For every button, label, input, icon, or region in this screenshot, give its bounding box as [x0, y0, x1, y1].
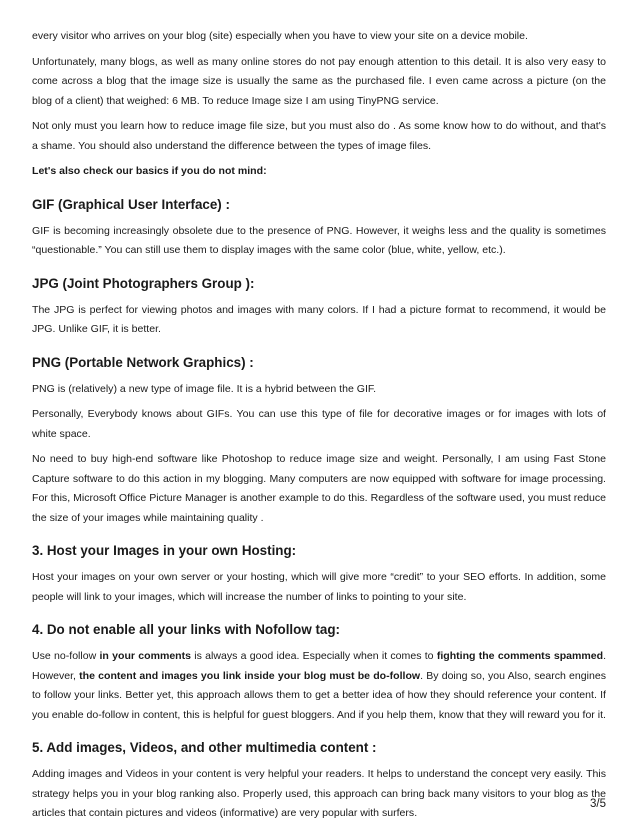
paragraph-blog-image-size: Unfortunately, many blogs, as well as many online stores do not pay enough attention to this detail. It is also very easy to come across a blog that the image size is usually the same as the purchased file. I even came across a picture (on the blog of a client) that weighed: 6 MB. To reduce Image size I am using TinyPNG service. — [32, 55, 606, 107]
heading-host-images: 3. Host your Images in your own Hosting: — [32, 543, 297, 558]
paragraph-intro-continuation: every visitor who arrives on your blog (site) especially when you have to view your site on a device mobile. — [32, 30, 528, 42]
text-run: . By doing so, you Also, search engines to follow your links. Better yet, this approach allows them to get a better idea of how they should reference your content. If you enable do-follow in content, this is helpful for guest bloggers. And if you help them, know that they will reward you for it. — [32, 669, 606, 721]
paragraph-png-1: PNG is (relatively) a new type of image file. It is a hybrid between the GIF. — [32, 382, 377, 395]
text-run: is always a good idea. Especially when it comes to — [191, 650, 437, 662]
paragraph-jpg: The JPG is perfect for viewing photos and images with many colors. If I had a picture format to recommend, it would be JPG. Unlike GIF, it is better. — [32, 303, 606, 335]
page-number: 3/5 — [590, 798, 606, 810]
text-run: . However, — [32, 650, 607, 682]
text-run: Use no-follow — [32, 650, 100, 662]
heading-nofollow: 4. Do not enable all your links with Nofollow tag: — [32, 622, 341, 637]
bold-text-run: in your comments — [99, 650, 192, 662]
bold-text-run: fighting the comments spammed — [436, 650, 604, 662]
paragraph-gif: GIF is becoming increasingly obsolete due to the presence of PNG. However, it weighs less and the quality is sometimes “questionable.” You can still use them to display images with the same color (blue, white, yellow, etc.). — [32, 224, 606, 256]
paragraph-png-3: No need to buy high-end software like Photoshop to reduce image size and weight. Personally, I am using Fast Stone Capture software to do this action in my blogging. Many computers are now equipped with software for image processing. For this, Microsoft Office Picture Manager is another example to do this. Regardless of the software used, you must reduce the size of your images while maintaining quality . — [32, 453, 606, 524]
paragraph-png-2: Personally, Everybody knows about GIFs. You can use this type of file for decorative images or for images with lots of white space. — [32, 408, 606, 440]
paragraph-host-images: Host your images on your own server or your hosting, which will give more “credit” to your SEO efforts. In addition, some people will link to your images, which will increase the number of links to pointing to your site. — [32, 571, 606, 603]
bold-text-run: the content and images you link inside your blog must be do-follow — [79, 669, 421, 682]
heading-multimedia: 5. Add images, Videos, and other multimedia content : — [32, 740, 377, 755]
paragraph-basics-lead: Let's also check our basics if you do not mind: — [32, 165, 267, 177]
paragraph-learn-reduce: Not only must you learn how to reduce image file size, but you must also do . As some know how to do without, and that's a shame. You should also understand the difference between the types of image files. — [32, 120, 606, 152]
heading-png: PNG (Portable Network Graphics) : — [32, 354, 254, 370]
heading-jpg: JPG (Joint Photographers Group ): — [32, 275, 255, 291]
paragraph-nofollow — [32, 647, 606, 725]
heading-gif: GIF (Graphical User Interface) : — [32, 196, 230, 212]
paragraph-multimedia: Adding images and Videos in your content is very helpful your readers. It helps to understand the concept very easily. This strategy helps you in your blog ranking also. Properly used, this approach can bring back many visitors to your blog as the articles that contain pictures and videos (informative) are very popular with surfers. — [32, 768, 606, 819]
